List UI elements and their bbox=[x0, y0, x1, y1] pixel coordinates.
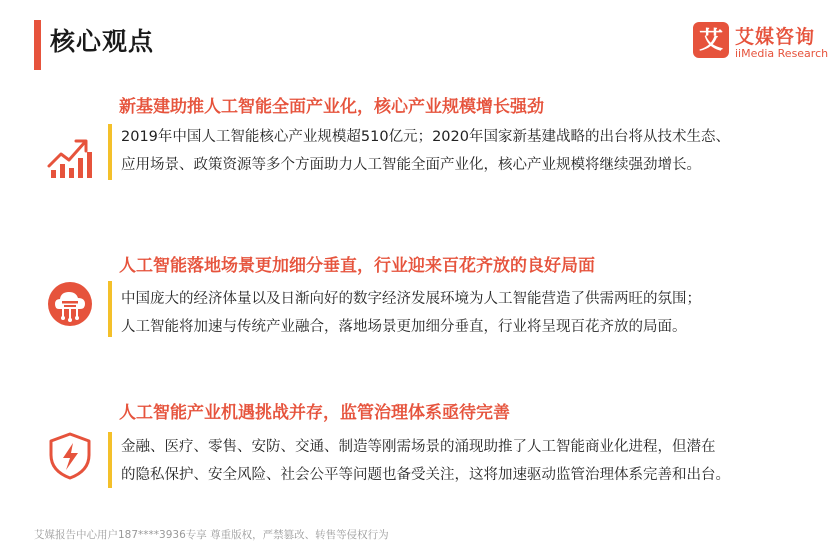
point-heading: 人工智能落地场景更加细分垂直，行业迎来百花齐放的良好局面 bbox=[119, 256, 595, 276]
point-body-line: 金融、医疗、零售、安防、交通、制造等刚需场景的涌现助推了人工智能商业化进程，但潜在 bbox=[121, 439, 716, 455]
point-body bbox=[121, 123, 801, 179]
cloud-network-icon bbox=[45, 279, 95, 329]
point-body-line: 的隐私保护、安全风险、社会公平等问题也备受关注，这将加速驱动监管治理体系完善和出台。 bbox=[121, 467, 730, 483]
growth-chart-icon bbox=[45, 130, 95, 180]
page-title: 核心观点 bbox=[50, 27, 155, 56]
shield-lightning-icon bbox=[45, 431, 95, 481]
logo-name-en: iiMedia Research bbox=[735, 47, 829, 60]
point-divider bbox=[108, 281, 112, 337]
title-accent-bar bbox=[34, 20, 41, 70]
point-body bbox=[121, 433, 801, 489]
copyright-footer: 艾媒报告中心用户187****3936专享 尊重版权，严禁篡改、转售等侵权行为 bbox=[34, 529, 389, 541]
point-body-line: 人工智能将加速与传统产业融合，落地场景更加细分垂直，行业将呈现百花齐放的局面。 bbox=[121, 319, 687, 335]
point-body bbox=[121, 285, 801, 341]
logo-mark-icon: 艾 bbox=[693, 22, 729, 58]
point-body-line: 2019年中国人工智能核心产业规模超510亿元；2020年国家新基建战略的出台将从技术生态、 bbox=[121, 129, 730, 145]
point-divider bbox=[108, 432, 112, 488]
point-heading: 人工智能产业机遇挑战并存，监管治理体系亟待完善 bbox=[119, 403, 510, 423]
brand-logo bbox=[693, 20, 833, 66]
point-body-line: 应用场景、政策资源等多个方面助力人工智能全面产业化，核心产业规模将继续强劲增长。 bbox=[121, 157, 701, 173]
point-divider bbox=[108, 124, 112, 180]
point-body-line: 中国庞大的经济体量以及日渐向好的数字经济发展环境为人工智能营造了供需两旺的氛围； bbox=[121, 291, 701, 307]
logo-name-cn: 艾媒咨询 bbox=[735, 26, 816, 48]
point-heading: 新基建助推人工智能全面产业化，核心产业规模增长强劲 bbox=[119, 97, 544, 117]
